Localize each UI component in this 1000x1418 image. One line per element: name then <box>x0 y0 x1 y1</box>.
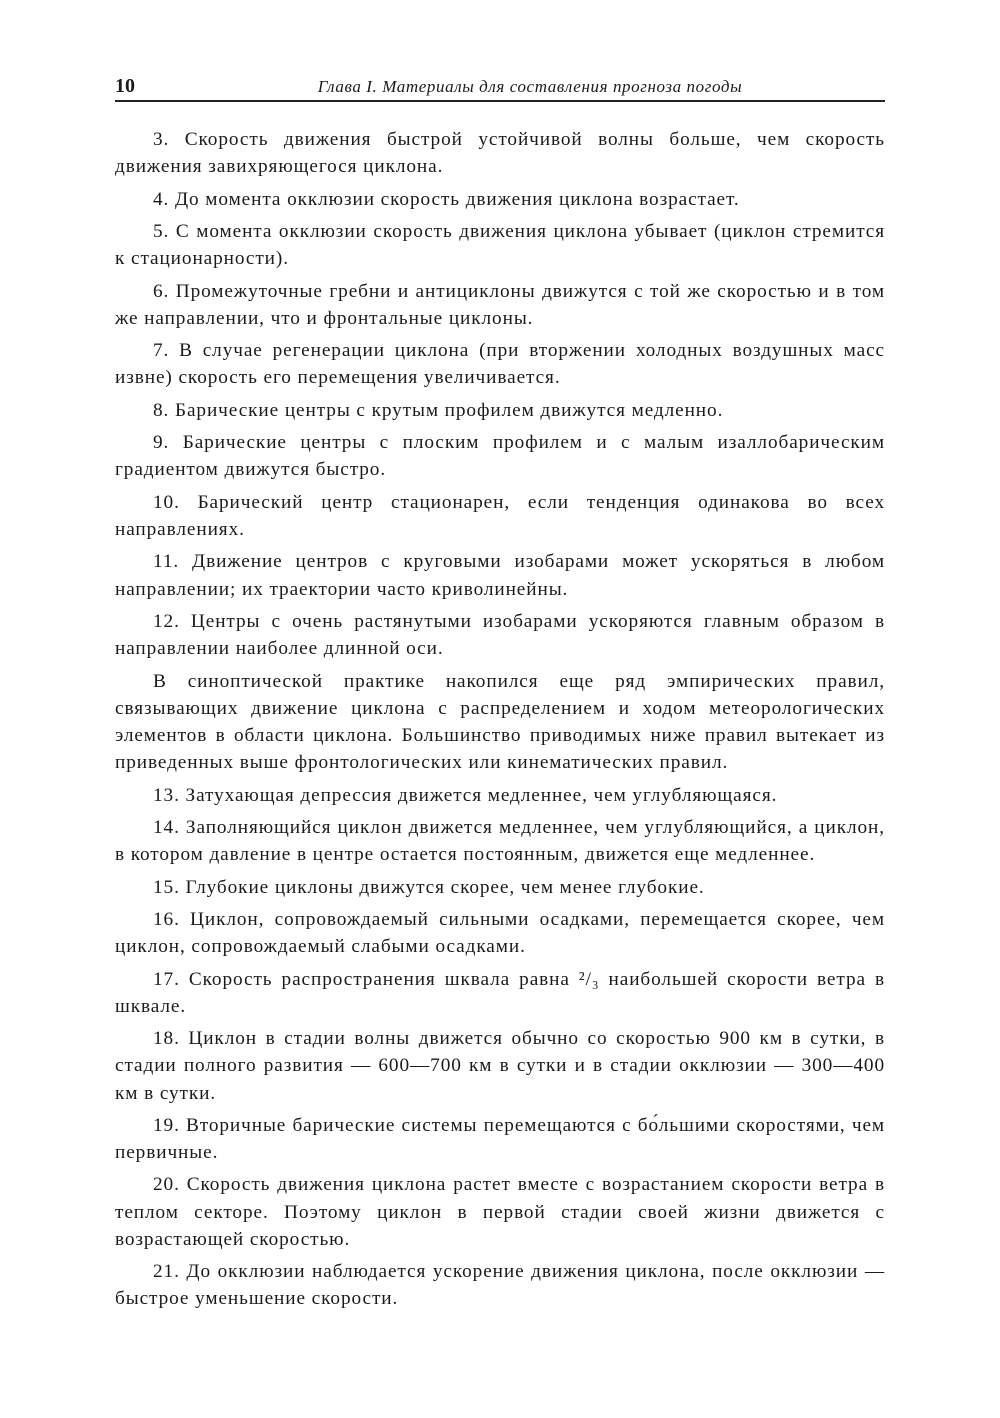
paragraph-rule-7: 7. В случае регенерации циклона (при вторжении холодных воздушных масс извне) скорость его перемещения увеличивается. <box>115 340 885 389</box>
paragraph-rule-17: 17. Скорость распространения шквала равна ²/₃ наибольшей скорости ветра в шквале. <box>115 968 885 1017</box>
paragraph-rule-19: 19. Вторичные барические системы перемещаются с бо́льшими скоростями, чем первичные. <box>115 1114 885 1164</box>
paragraph-rule-21: 21. До окклюзии наблюдается ускорение движения циклона, после окклюзии — быстрое уменьшение скорости. <box>115 1261 885 1310</box>
paragraph-rule-9: 9. Барические центры с плоским профилем и с малым изаллобарическим градиентом движутся быстро. <box>115 432 885 481</box>
running-title: Глава I. Материалы для составления прогноза погоды <box>317 77 743 96</box>
paragraph-rule-4: 4. До момента окклюзии скорость движения циклона возрастает. <box>153 188 740 210</box>
page-number: 10 <box>115 75 135 97</box>
paragraph-rule-10: 10. Барический центр стационарен, если тенденция одинакова во всех направлениях. <box>115 491 885 540</box>
paragraph-rule-15: 15. Глубокие циклоны движутся скорее, чем менее глубокие. <box>153 876 705 898</box>
paragraph-rule-13: 13. Затухающая депрессия движется медленнее, чем углубляющаяся. <box>153 784 778 806</box>
paragraph-rule-14: 14. Заполняющийся циклон движется медленнее, чем углубляющийся, а циклон, в котором давление в центре остается постоянным, движется еще медленнее. <box>115 816 885 866</box>
paragraph-rule-3: 3. Скорость движения быстрой устойчивой волны больше, чем скорость движения завихряющегося циклона. <box>115 129 885 178</box>
page-header <box>115 72 885 102</box>
paragraph-rule-20: 20. Скорость движения циклона растет вместе с возрастанием скорости ветра в теплом секторе. Поэтому циклон в первой стадии своей жизни движется с возрастающей скоростью. <box>115 1174 885 1250</box>
paragraph-intro-empirical: В синоптической практике накопился еще ряд эмпирических правил, связывающих движение циклона с распределением и ходом метеорологических элементов в области циклона. Большинство приводимых ниже правил вытекает из приведенных выше фронтологических или кинематических правил. <box>115 670 885 774</box>
paragraph-rule-5: 5. С момента окклюзии скорость движения циклона убывает (циклон стремится к стационарности). <box>115 220 885 270</box>
paragraph-rule-12: 12. Центры с очень растянутыми изобарами ускоряются главным образом в направлении наиболее длинной оси. <box>115 610 885 660</box>
paragraph-rule-11: 11. Движение центров с круговыми изобарами может ускоряться в любом направлении; их траектории часто криволинейны. <box>115 551 885 600</box>
paragraph-rule-6: 6. Промежуточные гребни и антициклоны движутся с той же скоростью и в том же направлении, что и фронтальные циклоны. <box>115 280 885 329</box>
paragraph-rule-16: 16. Циклон, сопровождаемый сильными осадками, перемещается скорее, чем циклон, сопровождаемый слабыми осадками. <box>115 908 885 958</box>
paragraph-rule-18: 18. Циклон в стадии волны движется обычно со скоростью 900 км в сутки, в стадии полного развития — 600—700 км в сутки и в стадии окклюзии — 300—400 км в сутки. <box>115 1028 885 1104</box>
body-text <box>115 126 885 1313</box>
paragraph-rule-8: 8. Барические центры с крутым профилем движутся медленно. <box>153 399 724 421</box>
